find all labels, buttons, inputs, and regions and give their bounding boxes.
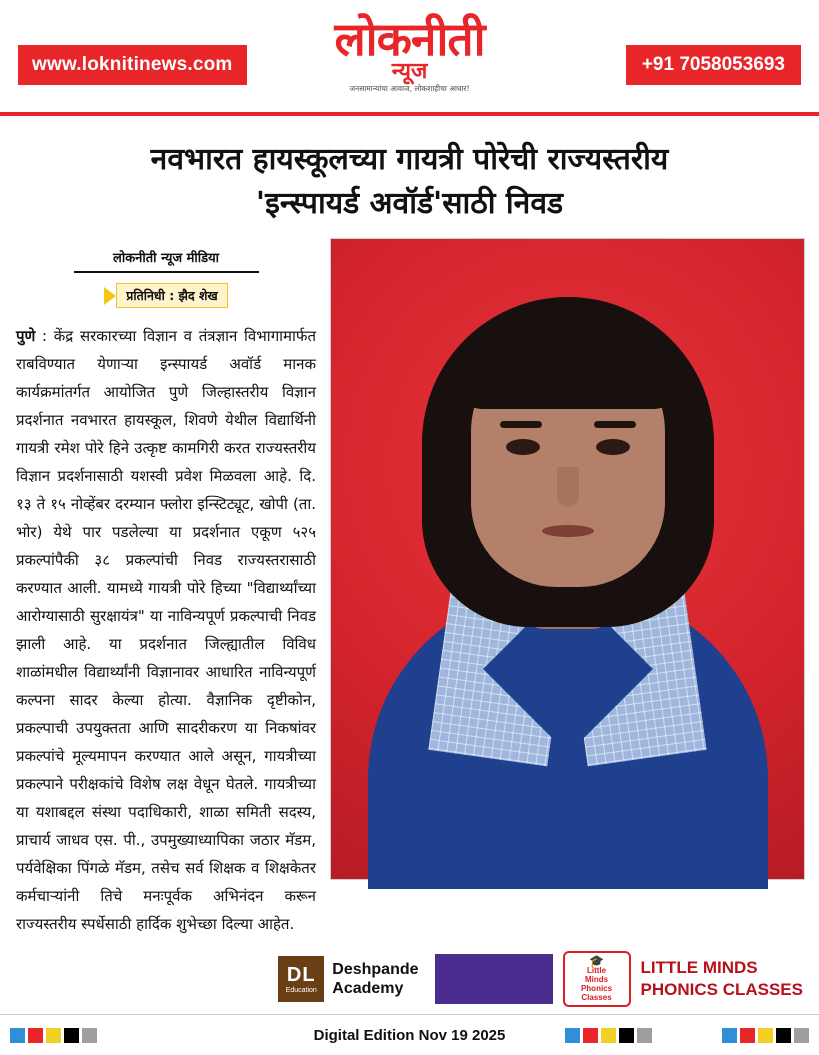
- edition-label: Digital Edition Nov 19 2025: [313, 1026, 506, 1044]
- photo-eye-right: [596, 439, 630, 455]
- color-swatch: [28, 1028, 43, 1043]
- article-text: : केंद्र सरकारच्या विज्ञान व तंत्रज्ञान विभागामार्फत राबविण्यात येणाऱ्या इन्स्पायर्ड अवॉर्ड मानक कार्यक्रमांतर्गत आयोजित पुणे जिल्हास्तरीय विज्ञान प्रदर्शनात नवभारत हायस्कूल, शिवणे येथील विद्यार्थिनी गायत्री रमेश पोरे हिने उत्कृष्ट कामगिरी करत राज्यस्तरीय विज्ञान प्रदर्शनासाठी यशस्वी प्रवेश मिळवला आहे. दि. १३ ते १५ नोव्हेंबर दरम्यान फ्लोरा इन्स्टिट्यूट, खोपी (ता. भोर) येथे पार पडलेल्या या प्रदर्शनात एकूण ५२५ प्रकल्पांपैकी ३८ प्रकल्पांची निवड राज्यस्तरासाठी करण्यात आली. यामध्ये गायत्री पोरे हिच्या "विद्यार्थ्यांच्या आरोग्यासाठी सुरक्षायंत्र" या नाविन्यपूर्ण प्रकल्पाची निवड झाली आहे. या प्रदर्शनात जिल्ह्यातील विविध शाळांमधील विद्यार्थ्यांनी विज्ञानावर आधारित नाविन्यपूर्ण कल्पना सादर केल्या होत्या. वैज्ञानिक दृष्टीकोन, प्रकल्पाची उपयुक्तता आणि सादरीकरण या निकषांवर प्रकल्पांचे मूल्यमापन करण्यात आले असून, गायत्रीच्या प्रकल्पाने परीक्षकांचे विशेष लक्ष वेधून घेतले. गायत्रीच्या या यशाबद्दल संस्था पदाधिकारी, शाळा समिती सदस्य, प्राचार्य जाधव एस. पी., उपमुख्याध्यापिका जठार मॅडम, पर्यवेक्षिका पिंगळे मॅडम, तसेच सर्व शिक्षक व शिक्षकेतर कर्मचाऱ्यांनी तिचे मनःपूर्वक अभिनंदन करून राज्यस्तरीय स्पर्धेसाठी हार्दिक शुभेच्छा दिल्या आहेत.: [16, 327, 316, 933]
- photo-mouth: [542, 525, 594, 537]
- color-swatch: [794, 1028, 809, 1043]
- graduation-cap-icon: 🎓: [589, 954, 604, 968]
- website-badge[interactable]: www.loknitinews.com: [18, 45, 247, 85]
- color-swatch: [758, 1028, 773, 1043]
- article-photo: [330, 238, 805, 880]
- color-swatch: [601, 1028, 616, 1043]
- deshpande-name-line2: Academy: [332, 980, 404, 997]
- little-minds-logo-line3: Phonics: [580, 984, 613, 993]
- color-swatch: [10, 1028, 25, 1043]
- page-header: [0, 0, 819, 112]
- little-minds-text-line2: PHONICS CLASSES: [640, 980, 803, 999]
- sponsor-deshpande-academy[interactable]: [272, 952, 424, 1006]
- little-minds-logo-icon: [563, 951, 631, 1007]
- reporter-name: प्रतिनिधी : झैद शेख: [116, 283, 227, 308]
- reporter-row: [16, 283, 316, 308]
- color-swatch: [64, 1028, 79, 1043]
- color-swatches-right: [712, 1028, 819, 1043]
- color-swatch: [565, 1028, 580, 1043]
- deshpande-logo-icon: [278, 956, 324, 1002]
- masthead-sub-text: न्यूज: [391, 59, 428, 84]
- deshpande-logo-sub: Education: [285, 986, 317, 994]
- little-minds-logo-line4: Classes: [581, 993, 612, 1002]
- photo-nose: [557, 467, 579, 507]
- photo-eye-left: [506, 439, 540, 455]
- color-swatch: [637, 1028, 652, 1043]
- little-minds-logo-line2: Minds: [584, 975, 609, 984]
- masthead-main-text: लोकनीती: [334, 12, 485, 66]
- photo-fringe: [452, 317, 684, 409]
- color-swatch: [46, 1028, 61, 1043]
- color-swatch: [82, 1028, 97, 1043]
- page-footer: [0, 1014, 819, 1055]
- color-swatch: [722, 1028, 737, 1043]
- color-swatch: [583, 1028, 598, 1043]
- little-minds-text-line1: LITTLE MINDS: [640, 958, 758, 977]
- article-dateline: पुणे: [16, 327, 36, 345]
- photo-eyebrow-right: [594, 421, 636, 428]
- color-swatches-left: [0, 1028, 107, 1043]
- deshpande-name-line1: Deshpande: [332, 961, 419, 978]
- headline-line-2: 'इन्स्पायर्ड अवॉर्ड'साठी निवड: [255, 186, 564, 221]
- photo-eyebrow-left: [500, 421, 542, 428]
- sponsor-strip: [16, 948, 803, 1010]
- byline-media-name: लोकनीती न्यूज मीडिया: [113, 251, 219, 266]
- article-right-column: [330, 226, 803, 938]
- header-divider: [0, 112, 819, 116]
- little-minds-logo-line1: Little: [586, 966, 607, 975]
- byline: [16, 248, 316, 308]
- deshpande-logo-initials: DL: [286, 963, 316, 986]
- sponsor-purple-banner[interactable]: [435, 954, 553, 1004]
- masthead-logo: [250, 12, 570, 94]
- headline-line-1: नवभारत हायस्कूलच्या गायत्री पोरेची राज्यस्तरीय: [150, 142, 669, 177]
- color-swatch: [776, 1028, 791, 1043]
- byline-divider: [74, 271, 259, 273]
- masthead-tagline: जनसामान्यांचा आवाज, लोकशाहीचा आधार!: [349, 84, 470, 93]
- color-swatches-mid: [555, 1028, 662, 1043]
- article-left-column: [16, 226, 316, 938]
- article-content: [16, 226, 803, 938]
- deshpande-name: [332, 960, 418, 998]
- sponsor-little-minds-phonics[interactable]: [641, 957, 803, 1001]
- color-swatch: [619, 1028, 634, 1043]
- article-body: [16, 322, 316, 938]
- color-swatch: [740, 1028, 755, 1043]
- page-title: [28, 138, 791, 226]
- arrow-right-icon: [104, 287, 116, 305]
- phone-badge[interactable]: +91 7058053693: [626, 45, 801, 85]
